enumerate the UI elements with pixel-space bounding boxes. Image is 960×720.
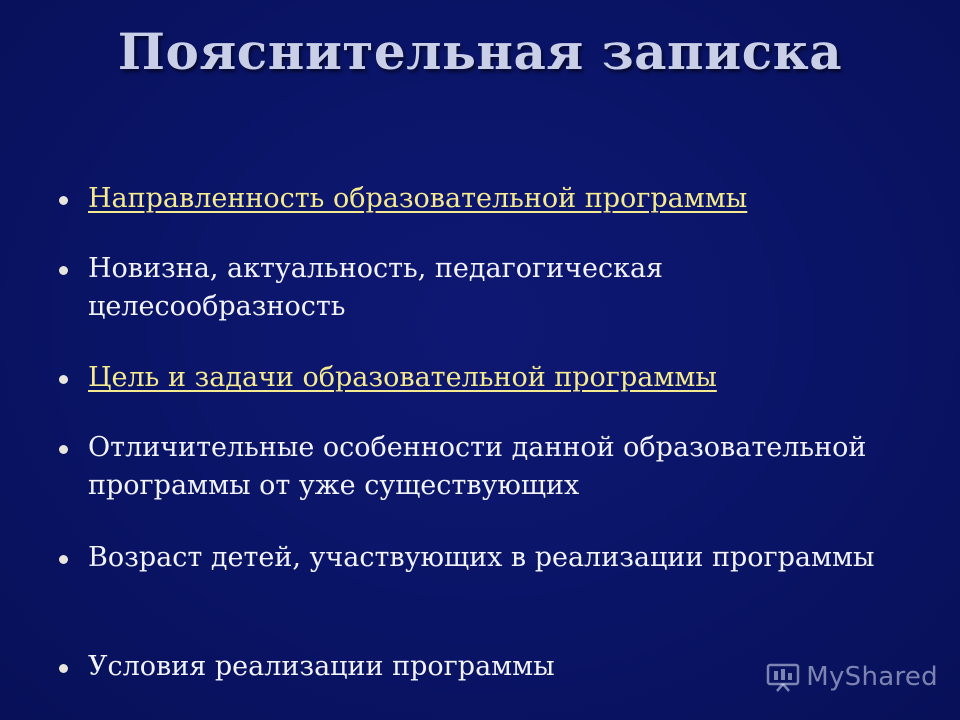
bullet-item-age <box>88 539 928 577</box>
link-program-direction[interactable]: Направленность образовательной программы <box>88 183 748 214</box>
bullet-text-features: Отличительные особенности данной образовательной программы от уже существующих <box>88 432 867 501</box>
presentation-board-icon <box>766 662 800 692</box>
bullet-text-novelty: Новизна, актуальность, педагогическая целесообразность <box>88 253 664 322</box>
bullet-dot-icon <box>59 196 68 205</box>
link-program-goals[interactable]: Цель и задачи образовательной программы <box>88 362 717 393</box>
bullet-text-conditions: Условия реализации программы <box>88 651 555 682</box>
bullet-dot-icon <box>59 266 68 275</box>
bullet-dot-icon <box>59 664 68 673</box>
bullet-dot-icon <box>59 375 68 384</box>
bullet-dot-icon <box>59 445 68 454</box>
bullet-item-novelty <box>88 250 928 326</box>
bullet-item-goals <box>88 359 928 397</box>
watermark-logo <box>766 662 938 692</box>
slide-title: Пояснительная записка <box>117 22 843 81</box>
watermark-text: MyShared <box>806 662 938 692</box>
bullet-item-direction <box>88 180 928 218</box>
bullet-text-age: Возраст детей, участвующих в реализации программы <box>88 542 875 573</box>
bullet-item-features <box>88 429 928 505</box>
bullet-dot-icon <box>59 555 68 564</box>
